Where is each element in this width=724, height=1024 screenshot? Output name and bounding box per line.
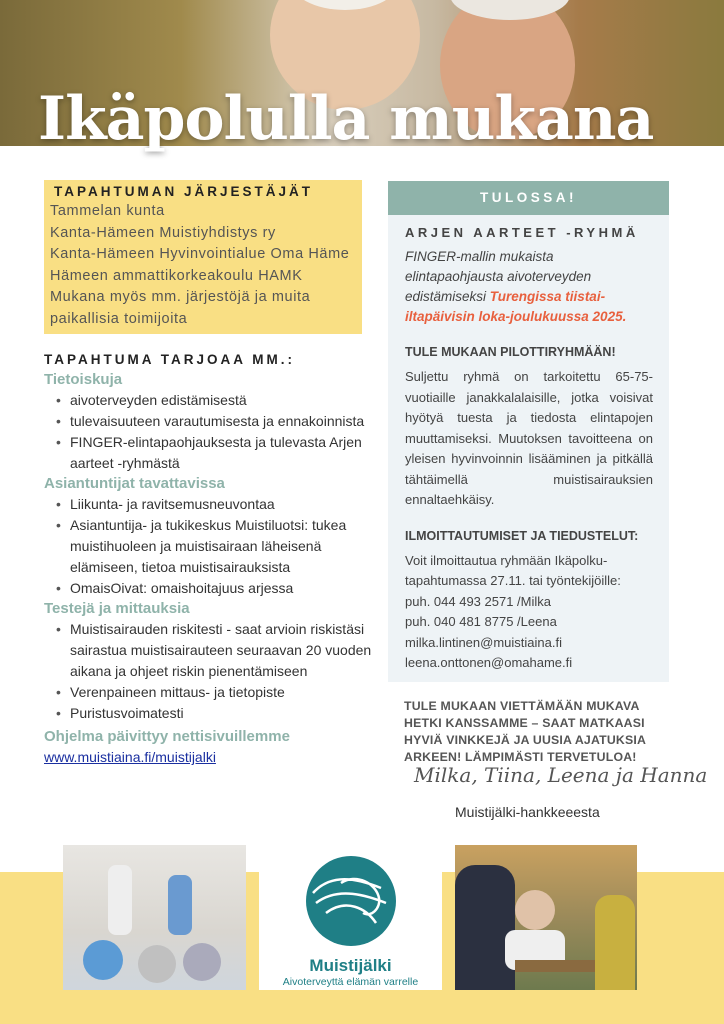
list-item: • OmaisOivat: omaishoitajuus arjessa [56,578,374,599]
list-item: • tulevaisuuteen varautumisesta ja ennakoinnista [56,411,374,432]
exercise-photo [63,845,246,990]
contact-phone: puh. 044 493 2571 /Milka [405,593,551,609]
contact-email: leena.onttonen@omahame.fi [405,655,573,670]
organizer: Kanta-Hämeen Hyvinvointialue Oma Häme [50,246,350,262]
organizer: Hämeen ammattikorkeakoulu HAMK [50,267,303,284]
list-item: • FINGER-elintapaohjauksesta ja tulevasta Arjen aarteet -ryhmästä [56,432,374,474]
list-item: • Liikunta- ja ravitsemusneuvontaa [56,494,374,515]
logo-tagline: Aivoterveyttä elämän varrelle [282,976,419,988]
muistijalki-logo [259,845,442,990]
list-item: • Muistisairauden riskitesti - saat arvioin riskistäsi sairastua muistisairauteen seuraavan 20 vuoden aikana ja ohjeet riskin pienentämiseen [56,619,374,682]
signature: Milka, Tiina, Leena ja Hanna [414,763,708,787]
contact-line: Voit ilmoittautua ryhmään Ikäpolku-tapahtumassa 27.11. tai työntekijöille: [405,552,621,588]
welcome-text: TULE MUKAAN VIETTÄMÄÄN MUKAVA HETKI KANSSAMME – SAAT MATKAASI HYVIÄ VINKKEJÄ JA UUSIA AJATUKSIA ARKEEN! LÄMPIMÄSTI TERVETULOA! [404,699,646,764]
page-title: Ikäpolulla mukana [38,84,654,154]
organizer: Tammelan kunta [50,203,165,219]
group-intro: FINGER-mallin mukaista elintapaohjausta aivoterveyden edistämiseksi [405,249,592,304]
website-link[interactable]: www.muistiaina.fi/muistijalki [44,749,216,765]
brain-wave-icon [301,853,401,949]
pilot-text: Suljettu ryhmä on tarkoitettu 65-75-vuotiaille janakkalalaisille, jotka voisivat hyötyä tuesta ja tiedosta elintapojen muuttamiseksi. Muutoksen tavoitteena on yleisen hyvinvoinnin lisääminen ja pitkällä tähtäimellä muistisairauksien ennaltaehkäisy. [405,369,653,507]
logo-name: Muistijälki [309,956,392,975]
organizer: Kanta-Hämeen Muistiyhdistys ry [50,224,276,241]
project-name: Muistijälki-hankkeeesta [455,804,600,820]
upcoming-panel [388,181,669,682]
pilot-heading: TULE MUKAAN PILOTTIRYHMÄÄN! [405,345,616,359]
upcoming-badge: TULOSSA! [388,181,669,215]
section-title: Asiantuntijat tavattavissa [44,475,225,492]
list-item: • Puristusvoimatesti [56,703,374,724]
contact-heading: ILMOITTAUTUMISET JA TIEDUSTELUT: [405,528,639,543]
list-item: • aivoterveyden edistämisestä [56,390,374,411]
program-note: Ohjelma päivittyy nettisivuillemme [44,728,290,745]
organizers-box [44,180,362,334]
list-item: • Asiantuntija- ja tukikeskus Muistiluotsi: tukea muistihuoleen ja muistisairaan läheisenä elämiseen, tietoa muistisairauksista [56,515,374,578]
offer-section [44,352,374,765]
section-title: Testejä ja mittauksia [44,600,190,617]
organizer: paikallisia toimijoita [50,310,188,327]
organizers-heading: TAPAHTUMAN JÄRJESTÄJÄT [54,184,314,199]
board-game-photo [455,845,637,990]
group-schedule: Turengissa tiistai-iltapäivisin loka-joulukuussa 2025. [405,289,627,324]
group-title: ARJEN AARTEET -RYHMÄ [405,225,639,240]
offer-heading: TAPAHTUMA TARJOAA MM.: [44,352,295,367]
list-item: • Verenpaineen mittaus- ja tietopiste [56,682,374,703]
section-title: Tietoiskuja [44,371,123,388]
organizer: Mukana myös mm. järjestöjä ja muita [50,289,311,305]
contact-email: milka.lintinen@muistiaina.fi [405,634,562,650]
contact-phone: puh. 040 481 8775 /Leena [405,614,557,629]
